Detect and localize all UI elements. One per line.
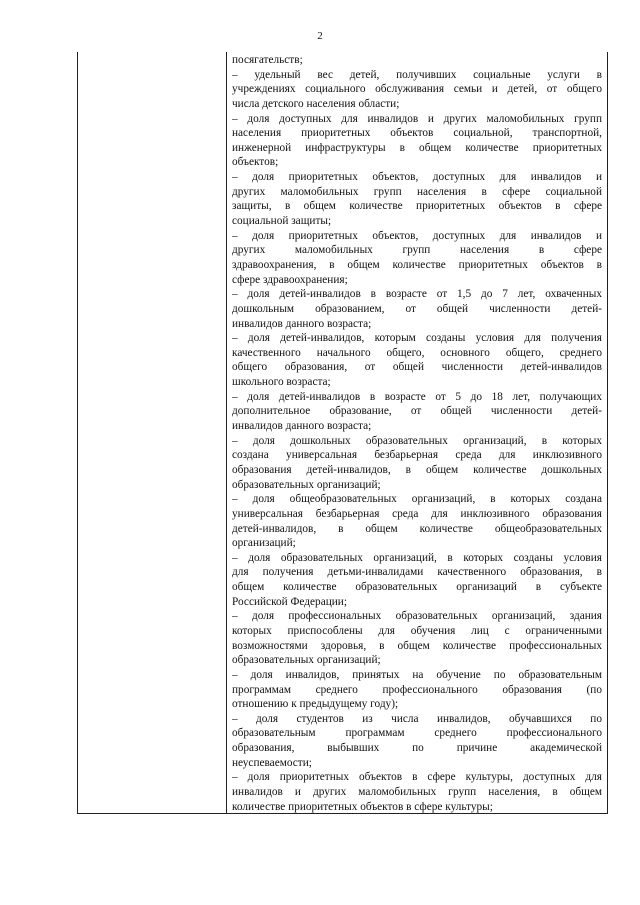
text-line: образовательных организаций; (232, 654, 381, 667)
text-line: качественного начального общего, основного общего, среднего (232, 346, 602, 359)
text-line: организаций; (232, 537, 296, 550)
text-line: – доля общеобразовательных организаций, в которых создана (232, 493, 602, 506)
text-line: – доля детей-инвалидов, которым созданы условия для получения (232, 332, 602, 345)
text-line: учреждениях социального обслуживания семьи и детей, от общего (232, 83, 602, 96)
text-line: образования, выбывших по причине академической (232, 742, 602, 755)
document-table (77, 52, 608, 814)
text-line: сфере здравоохранения; (232, 273, 348, 286)
text-line: здравоохранения, в общем количестве приоритетных объектов в (232, 258, 602, 271)
text-line: объектов; (232, 156, 279, 169)
text-line: образовательным программам среднего профессионального (232, 727, 602, 740)
text-line: других маломобильных групп населения в сфере социальной (232, 185, 602, 198)
text-line: для получения детьми-инвалидами качественного образования, в (232, 566, 602, 579)
text-line: – доля дошкольных образовательных организаций, в которых (232, 434, 602, 447)
text-line: – доля приоритетных объектов, доступных для инвалидов и (232, 229, 602, 242)
text-line: инвалидов данного возраста; (232, 317, 372, 330)
text-line: населения приоритетных объектов социальной, транспортной, (232, 127, 602, 140)
text-line: образовательных организаций; (232, 478, 381, 491)
text-line: дошкольным образованием, от общей численности детей- (232, 302, 602, 315)
text-line: программам среднего профессионального образования (по (232, 683, 602, 696)
text-line: посягательств; (232, 54, 303, 66)
text-line: отношению к предыдущему году); (232, 698, 399, 711)
text-line: Российской Федерации; (232, 595, 347, 608)
text-line: – доля образовательных организаций, в которых созданы условия (232, 551, 602, 564)
text-line: – доля детей-инвалидов в возрасте от 1,5 до 7 лет, охваченных (232, 288, 602, 301)
text-line: социальной защиты; (232, 215, 332, 228)
text-line: – доля приоритетных объектов в сфере культуры, доступных для (232, 771, 602, 784)
text-line: которых приспособлены для обучения лиц с ограниченными (232, 624, 602, 637)
text-line: дополнительное образование, от общей численности детей- (232, 405, 602, 418)
text-line: – удельный вес детей, получивших социальные услуги в (232, 68, 602, 81)
text-line: общем количестве образовательных организаций в субъекте (232, 581, 602, 594)
text-line: защиты, в общем количестве приоритетных объектов в сфере (232, 200, 602, 213)
text-line: неуспеваемости; (232, 756, 312, 769)
text-line: универсальная безбарьерная среда для инклюзивного образования (232, 507, 602, 520)
page-number: 2 (317, 30, 323, 42)
text-line: – доля доступных для инвалидов и других маломобильных групп (232, 112, 602, 125)
text-line: создана универсальная безбарьерная среда для инклюзивного (232, 449, 602, 462)
text-line: возможностями здоровья, в общем количестве профессиональных (232, 639, 602, 652)
text-line: инженерной инфраструктуры в общем количестве приоритетных (232, 141, 602, 154)
text-line: инвалидов данного возраста; (232, 420, 372, 433)
text-line: числа детского населения области; (232, 97, 400, 110)
text-line: общего образования, от общей численности детей-инвалидов (232, 361, 602, 374)
text-line: – доля инвалидов, принятых на обучение по образовательным (232, 668, 602, 681)
text-line: инвалидов и других маломобильных групп населения, в общем (232, 786, 602, 799)
text-line: – доля профессиональных образовательных организаций, здания (232, 610, 602, 623)
text-line: – доля детей-инвалидов в возрасте от 5 до 18 лет, получающих (232, 390, 602, 403)
table-left-cell (78, 52, 227, 813)
text-line: школьного возраста; (232, 376, 331, 389)
text-line: – доля студентов из числа инвалидов, обучавшихся по (232, 712, 602, 725)
text-line: образования детей-инвалидов, в общем количестве дошкольных (232, 463, 602, 476)
text-line: количестве приоритетных объектов в сфере культуры; (232, 800, 493, 813)
text-line: других маломобильных групп населения в сфере (232, 244, 602, 257)
text-line: – доля приоритетных объектов, доступных для инвалидов и (232, 171, 602, 184)
table-text-cell (228, 52, 607, 813)
text-line: детей-инвалидов, в общем количестве общеобразовательных (232, 522, 602, 535)
